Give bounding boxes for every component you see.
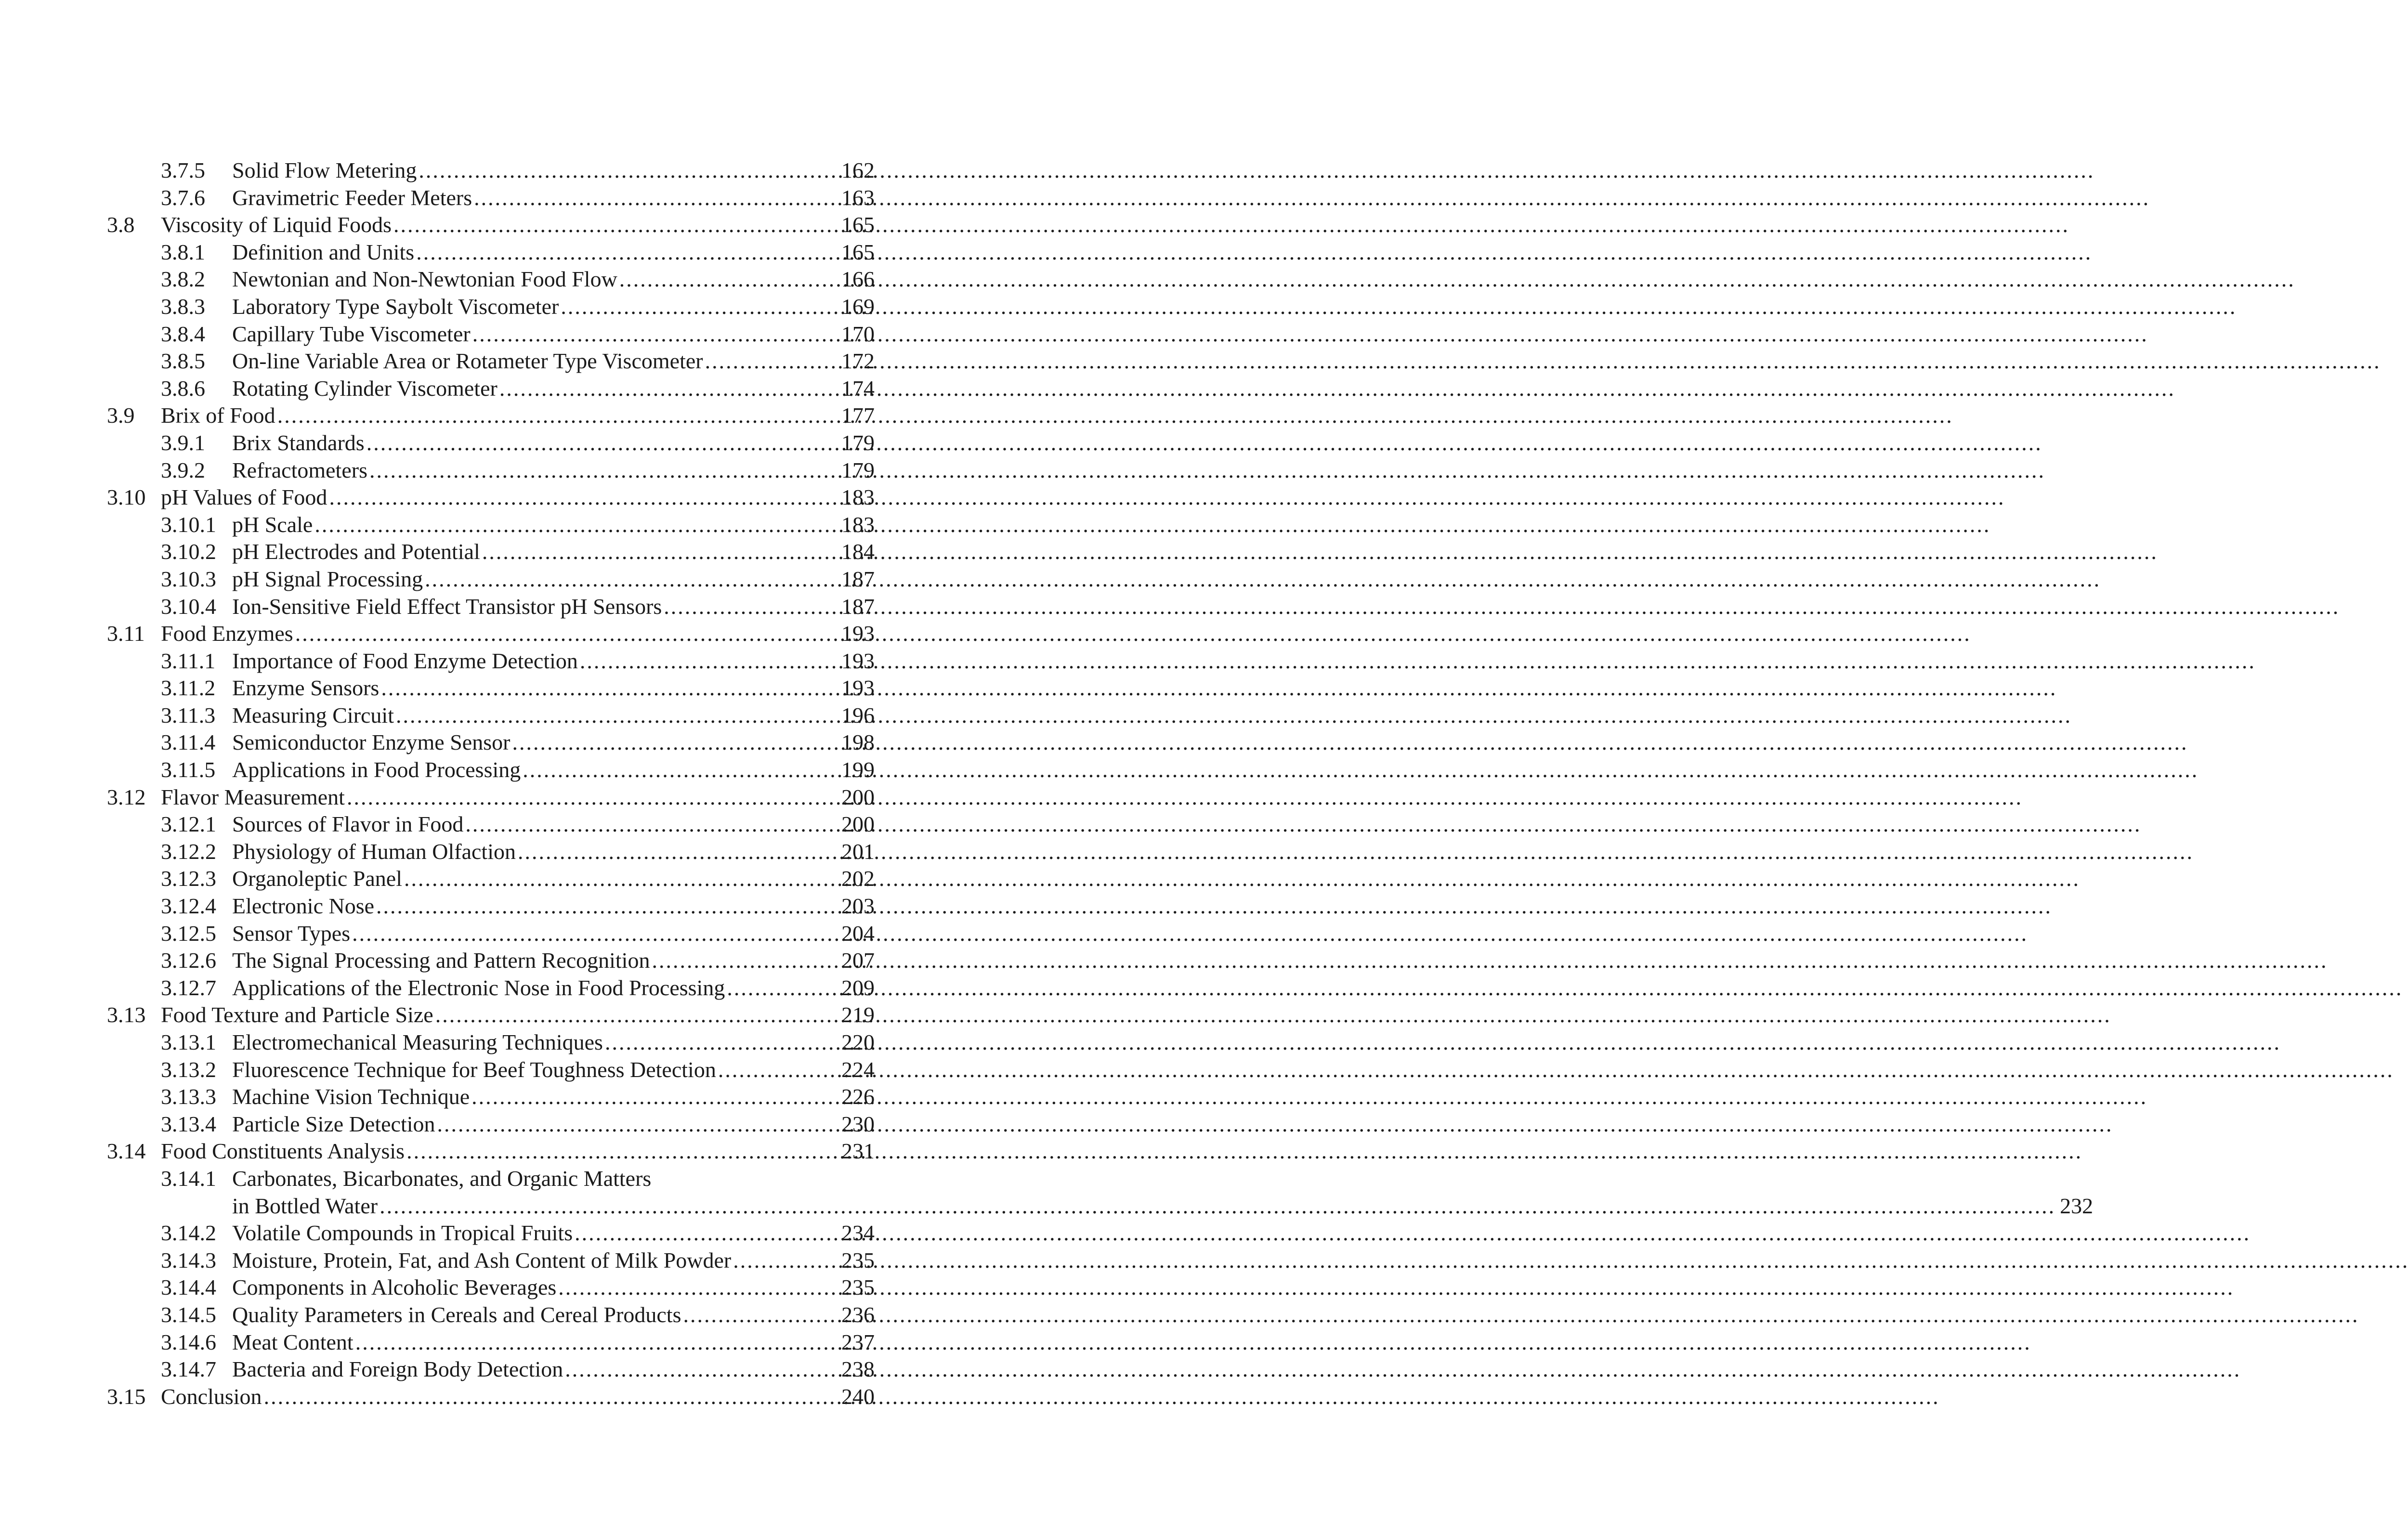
toc-section-entry[interactable] xyxy=(107,620,875,648)
toc-subsection-entry[interactable] xyxy=(107,1056,875,1084)
toc-subsection-entry[interactable] xyxy=(107,920,875,948)
toc-entry-number: 3.12.4 xyxy=(161,894,216,919)
toc-entry-title: Rotating Cylinder Viscometer xyxy=(232,376,497,401)
toc-entry-title: Ion-Sensitive Field Effect Transistor pH Sensors xyxy=(232,594,662,619)
toc-entry-number: 3.10 xyxy=(107,485,146,510)
toc-subsection-entry[interactable] xyxy=(107,538,875,566)
toc-entry-number: 3.9.2 xyxy=(161,457,205,482)
toc-entry-number: 3.13.1 xyxy=(161,1030,216,1054)
toc-entry-number: 3.11 xyxy=(107,621,145,646)
toc-entry-title: Food Texture and Particle Size xyxy=(161,1002,433,1027)
toc-entry-page-number: 234 xyxy=(841,1221,875,1246)
toc-entry-title: Meat Content xyxy=(232,1329,353,1354)
toc-subsection-entry[interactable] xyxy=(107,1029,875,1056)
toc-entry-page-number: 226 xyxy=(841,1084,875,1109)
toc-entry-page-number: 238 xyxy=(841,1357,875,1382)
toc-entry-page-number: 165 xyxy=(841,212,875,237)
dot-leader xyxy=(565,1356,837,1383)
toc-entry-page-number: 236 xyxy=(841,1302,875,1327)
toc-section-entry[interactable] xyxy=(107,484,875,511)
toc-entry-number: 3.8.5 xyxy=(161,349,205,374)
dot-leader xyxy=(474,184,837,212)
toc-entry-title: pH Values of Food xyxy=(161,485,327,510)
toc-entry-page-number: 200 xyxy=(841,812,875,837)
toc-subsection-entry[interactable] xyxy=(107,293,875,321)
dot-leader xyxy=(512,729,837,756)
dot-leader xyxy=(652,947,837,974)
dot-leader xyxy=(472,321,837,348)
toc-entry-title: Applications in Food Processing xyxy=(232,757,521,782)
toc-subsection-entry[interactable] xyxy=(107,457,875,484)
toc-entry-page-number: 162 xyxy=(841,158,875,182)
dot-leader xyxy=(416,239,837,266)
toc-entry-page-number: 183 xyxy=(841,512,875,537)
toc-entry-page-number: 165 xyxy=(841,239,875,264)
toc-entry-title: Conclusion xyxy=(161,1384,262,1409)
toc-entry-number: 3.8.3 xyxy=(161,294,205,319)
toc-entry-page-number: 172 xyxy=(841,349,875,374)
toc-subsection-entry[interactable] xyxy=(107,1329,875,1356)
toc-entry-number: 3.14.2 xyxy=(161,1221,216,1246)
toc-entry-number: 3.11.3 xyxy=(161,702,216,728)
toc-subsection-entry[interactable] xyxy=(107,865,875,893)
dot-leader xyxy=(381,675,837,702)
dot-leader xyxy=(366,429,837,457)
toc-entry-title: Volatile Compounds in Tropical Fruits xyxy=(232,1221,573,1246)
toc-entry-page-number: 174 xyxy=(841,376,875,401)
dot-leader xyxy=(369,457,837,484)
toc-entry-number: 3.7.6 xyxy=(161,185,205,210)
toc-entry-number: 3.14.7 xyxy=(161,1357,216,1382)
toc-subsection-entry[interactable] xyxy=(107,566,875,593)
toc-entry-number: 3.14.6 xyxy=(161,1329,216,1354)
toc-entry-page-number: 235 xyxy=(841,1247,875,1273)
toc-entry-title: Refractometers xyxy=(232,457,367,482)
dot-leader xyxy=(482,538,837,566)
toc-subsection-entry[interactable] xyxy=(107,1220,875,1247)
toc-entry-title: Semiconductor Enzyme Sensor xyxy=(232,730,510,755)
toc-entry-number: 3.14.4 xyxy=(161,1275,216,1300)
toc-entry-page-number: 184 xyxy=(841,539,875,564)
toc-subsection-entry[interactable] xyxy=(107,593,875,621)
toc-entry-title-continuation: in Bottled Water xyxy=(232,1193,378,1218)
toc-entry-number: 3.14.5 xyxy=(161,1302,216,1327)
dot-leader xyxy=(329,484,837,511)
toc-entry-title: Quality Parameters in Cereals and Cereal Products xyxy=(232,1302,681,1327)
toc-entry-title: Solid Flow Metering xyxy=(232,158,417,182)
toc-entry-page-number: 177 xyxy=(841,403,875,428)
dot-leader xyxy=(718,1056,837,1084)
toc-entry-title: Food Enzymes xyxy=(161,621,293,646)
toc-entry-title: pH Scale xyxy=(232,512,313,537)
toc-entry-title: The Signal Processing and Pattern Recognition xyxy=(232,948,650,973)
toc-entry-page-number: 170 xyxy=(841,321,875,346)
dot-leader xyxy=(523,756,837,784)
toc-subsection-entry[interactable] xyxy=(107,266,875,293)
toc-entry-title: Gravimetric Feeder Meters xyxy=(232,185,472,210)
toc-section-entry[interactable] xyxy=(107,1383,875,1411)
toc-entry-number: 3.10.3 xyxy=(161,566,216,591)
toc-entry-page-number: 187 xyxy=(841,594,875,619)
toc-subsection-entry[interactable] xyxy=(107,729,875,756)
toc-entry-title: Particle Size Detection xyxy=(232,1111,435,1136)
dot-leader xyxy=(264,1383,837,1411)
toc-entry-number: 3.8 xyxy=(107,212,135,237)
dot-leader xyxy=(733,1247,837,1274)
dot-leader xyxy=(435,1001,837,1029)
toc-subsection-entry[interactable] xyxy=(107,1301,875,1329)
toc-entry-number: 3.8.4 xyxy=(161,321,205,346)
toc-subsection-entry[interactable] xyxy=(107,511,875,539)
toc-entry-number: 3.11.1 xyxy=(161,648,216,673)
toc-entry-title: pH Electrodes and Potential xyxy=(232,539,480,564)
toc-entry-title: Laboratory Type Saybolt Viscometer xyxy=(232,294,559,319)
toc-subsection-entry[interactable] xyxy=(107,756,875,784)
toc-entry-title: Measuring Circuit xyxy=(232,702,394,728)
toc-entry-page-number: 193 xyxy=(841,676,875,701)
toc-entry-page-number: 200 xyxy=(841,784,875,809)
dot-leader xyxy=(471,1083,837,1111)
toc-entry-number: 3.15 xyxy=(107,1384,146,1409)
toc-entry-title: Electronic Nose xyxy=(232,894,375,919)
toc-entry-page-number: 202 xyxy=(841,866,875,891)
dot-leader xyxy=(664,593,837,621)
dot-leader xyxy=(295,620,837,648)
toc-entry-page-number: 240 xyxy=(841,1384,875,1409)
dot-leader xyxy=(352,920,837,948)
toc-entry-number: 3.8.6 xyxy=(161,376,205,401)
toc-subsection-entry[interactable] xyxy=(107,702,875,729)
toc-subsection-entry[interactable] xyxy=(107,1274,875,1301)
toc-entry-title: Brix Standards xyxy=(232,430,365,455)
dot-leader xyxy=(683,1301,838,1329)
toc-entry-number: 3.8.1 xyxy=(161,239,205,264)
toc-section-entry[interactable] xyxy=(107,784,875,811)
toc-entry-page-number: 224 xyxy=(841,1057,875,1082)
toc-entry-page-number: 196 xyxy=(841,702,875,728)
toc-entry-title: Definition and Units xyxy=(232,239,415,264)
toc-entry-number: 3.13.4 xyxy=(161,1111,216,1136)
toc-subsection-entry[interactable] xyxy=(107,648,875,675)
toc-entry-page-number: 204 xyxy=(841,921,875,946)
dot-leader xyxy=(380,1193,2055,1220)
toc-entry-page-number: 193 xyxy=(841,648,875,673)
toc-subsection-entry[interactable] xyxy=(107,675,875,702)
toc-subsection-entry[interactable] xyxy=(107,1165,2094,1220)
toc-entry-page-number: 187 xyxy=(841,566,875,591)
toc-subsection-entry[interactable] xyxy=(107,429,875,457)
dot-leader xyxy=(355,1329,837,1356)
dot-leader xyxy=(558,1274,837,1301)
toc-entry-page-number: 199 xyxy=(841,757,875,782)
toc-entry-number: 3.12.6 xyxy=(161,948,216,973)
dot-leader xyxy=(437,1111,837,1138)
toc-entry-number: 3.12.3 xyxy=(161,866,216,891)
toc-entry-page-number: 232 xyxy=(2060,1193,2094,1218)
dot-leader xyxy=(406,1138,837,1165)
dot-leader xyxy=(705,348,837,375)
toc-entry-number: 3.12.2 xyxy=(161,839,216,864)
toc-subsection-entry[interactable] xyxy=(107,811,875,838)
dot-leader xyxy=(425,566,837,593)
toc-entry-title: Electromechanical Measuring Techniques xyxy=(232,1030,603,1054)
toc-entry-page-number: 235 xyxy=(841,1275,875,1300)
toc-entry-title: Carbonates, Bicarbonates, and Organic Matters xyxy=(232,1166,652,1191)
table-of-contents xyxy=(107,157,2094,1410)
toc-entry-number: 3.10.4 xyxy=(161,594,216,619)
dot-leader xyxy=(575,1220,837,1247)
toc-entry-page-number: 209 xyxy=(841,975,875,1000)
toc-entry-number: 3.12.1 xyxy=(161,812,216,837)
toc-entry-title: Brix of Food xyxy=(161,403,275,428)
dot-leader xyxy=(314,511,837,539)
dot-leader xyxy=(393,211,837,239)
toc-entry-title: pH Signal Processing xyxy=(232,566,423,591)
toc-entry-title: Enzyme Sensors xyxy=(232,676,380,701)
toc-entry-number: 3.11.2 xyxy=(161,676,216,701)
dot-leader xyxy=(727,974,837,1002)
toc-entry-title: Viscosity of Liquid Foods xyxy=(161,212,392,237)
toc-entry-title: On-line Variable Area or Rotameter Type Viscometer xyxy=(232,349,703,374)
dot-leader xyxy=(347,784,837,811)
toc-entry-number: 3.13.2 xyxy=(161,1057,216,1082)
toc-subsection-entry[interactable] xyxy=(107,321,875,348)
toc-entry-number: 3.12.7 xyxy=(161,975,216,1000)
toc-subsection-entry[interactable] xyxy=(107,1111,875,1138)
dot-leader xyxy=(465,811,837,838)
dot-leader xyxy=(419,157,837,184)
toc-entry-number: 3.14 xyxy=(107,1139,146,1164)
toc-subsection-entry[interactable] xyxy=(107,184,875,212)
toc-subsection-entry[interactable] xyxy=(107,348,875,375)
dot-leader xyxy=(396,702,837,729)
toc-entry-title: Newtonian and Non-Newtonian Food Flow xyxy=(232,267,617,292)
dot-leader xyxy=(499,375,837,403)
toc-entry-title: Components in Alcoholic Beverages xyxy=(232,1275,557,1300)
toc-entry-page-number: 179 xyxy=(841,457,875,482)
toc-entry-title: Fluorescence Technique for Beef Toughness Detection xyxy=(232,1057,716,1082)
toc-entry-number: 3.7.5 xyxy=(161,158,205,182)
toc-entry-number: 3.13.3 xyxy=(161,1084,216,1109)
toc-entry-number: 3.10.1 xyxy=(161,512,216,537)
dot-leader xyxy=(376,893,837,920)
toc-entry-title: Machine Vision Technique xyxy=(232,1084,470,1109)
toc-entry-title: Sources of Flavor in Food xyxy=(232,812,464,837)
toc-section-entry[interactable] xyxy=(107,1001,875,1029)
toc-entry-page-number: 193 xyxy=(841,621,875,646)
toc-entry-number: 3.12 xyxy=(107,784,146,809)
toc-entry-number: 3.14.1 xyxy=(161,1166,216,1191)
toc-entry-page-number: 179 xyxy=(841,430,875,455)
toc-entry-page-number: 220 xyxy=(841,1030,875,1054)
toc-entry-number: 3.12.5 xyxy=(161,921,216,946)
toc-subsection-entry[interactable] xyxy=(107,947,875,974)
toc-entry-page-number: 169 xyxy=(841,294,875,319)
toc-entry-title: Physiology of Human Olfaction xyxy=(232,839,516,864)
toc-entry-page-number: 230 xyxy=(841,1111,875,1136)
toc-subsection-entry[interactable] xyxy=(107,1083,875,1111)
toc-entry-page-number: 163 xyxy=(841,185,875,210)
toc-section-entry[interactable] xyxy=(107,211,875,239)
toc-entry-title: Sensor Types xyxy=(232,921,351,946)
toc-entry-number: 3.11.5 xyxy=(161,757,216,782)
toc-entry-page-number: 166 xyxy=(841,267,875,292)
toc-entry-number: 3.13 xyxy=(107,1002,146,1027)
toc-subsection-entry[interactable] xyxy=(107,239,875,266)
toc-subsection-entry[interactable] xyxy=(107,1247,875,1274)
toc-entry-title: Bacteria and Foreign Body Detection xyxy=(232,1357,563,1382)
dot-leader xyxy=(605,1029,837,1056)
toc-entry-number: 3.8.2 xyxy=(161,267,205,292)
toc-entry-page-number: 207 xyxy=(841,948,875,973)
toc-entry-title: Capillary Tube Viscometer xyxy=(232,321,471,346)
toc-entry-title: Flavor Measurement xyxy=(161,784,345,809)
toc-entry-title: Moisture, Protein, Fat, and Ash Content of Milk Powder xyxy=(232,1247,732,1273)
toc-subsection-entry[interactable] xyxy=(107,838,875,866)
toc-entry-number: 3.9.1 xyxy=(161,430,205,455)
toc-entry-number: 3.11.4 xyxy=(161,730,216,755)
dot-leader xyxy=(277,402,837,429)
dot-leader xyxy=(404,865,837,893)
toc-subsection-entry[interactable] xyxy=(107,1356,875,1383)
toc-entry-page-number: 183 xyxy=(841,485,875,510)
toc-subsection-entry[interactable] xyxy=(107,375,875,403)
toc-entry-page-number: 219 xyxy=(841,1002,875,1027)
toc-section-entry[interactable] xyxy=(107,1138,875,1165)
toc-entry-number: 3.10.2 xyxy=(161,539,216,564)
toc-entry-page-number: 201 xyxy=(841,839,875,864)
toc-section-entry[interactable] xyxy=(107,402,875,429)
dot-leader xyxy=(561,293,837,321)
toc-entry-page-number: 237 xyxy=(841,1329,875,1354)
toc-entry-title: Applications of the Electronic Nose in Food Processing xyxy=(232,975,725,1000)
dot-leader xyxy=(518,838,837,866)
toc-entry-title: Organoleptic Panel xyxy=(232,866,402,891)
toc-entry-number: 3.9 xyxy=(107,403,135,428)
toc-entry-title: Food Constituents Analysis xyxy=(161,1139,405,1164)
toc-subsection-entry[interactable] xyxy=(107,893,875,920)
toc-subsection-entry[interactable] xyxy=(107,974,875,1002)
toc-entry-page-number: 198 xyxy=(841,730,875,755)
dot-leader xyxy=(619,266,837,293)
toc-subsection-entry[interactable] xyxy=(107,157,875,184)
toc-entry-title: Importance of Food Enzyme Detection xyxy=(232,648,578,673)
toc-entry-page-number: 203 xyxy=(841,894,875,919)
toc-entry-page-number: 231 xyxy=(841,1139,875,1164)
dot-leader xyxy=(580,648,837,675)
toc-entry-number: 3.14.3 xyxy=(161,1247,216,1273)
